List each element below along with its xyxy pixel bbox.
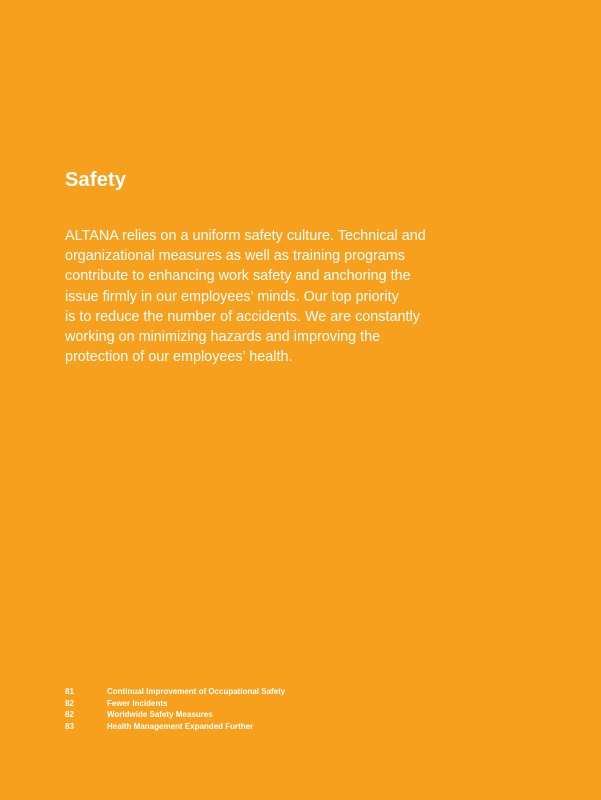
- toc-item[interactable]: [65, 709, 385, 721]
- page-title: Safety: [65, 169, 127, 191]
- toc-page-number: 81: [65, 687, 74, 696]
- intro-line: protection of our employees’ health.: [65, 349, 293, 366]
- intro-line: organizational measures as well as training programs: [65, 248, 405, 265]
- toc-item-label: Health Management Expanded Further: [107, 721, 254, 731]
- intro-line: ALTANA relies on a uniform safety culture. Technical and: [65, 228, 426, 244]
- intro-line: contribute to enhancing work safety and anchoring the: [65, 268, 411, 285]
- toc-item-label: Fewer Incidents: [107, 698, 168, 708]
- toc-item-label: Worldwide Safety Measures: [107, 710, 213, 720]
- toc-page-number: 83: [65, 721, 74, 731]
- table-of-contents: [65, 686, 385, 732]
- toc-item[interactable]: [65, 686, 385, 698]
- intro-line: working on minimizing hazards and improving the: [65, 329, 381, 346]
- intro-paragraph: [65, 226, 445, 367]
- toc-page-number: 82: [65, 698, 74, 708]
- toc-item-label: Continual Improvement of Occupational Safety: [107, 687, 286, 696]
- toc-item[interactable]: [65, 698, 385, 710]
- intro-line: issue firmly in our employees’ minds. Our top priority: [65, 288, 399, 305]
- toc-page-number: 82: [65, 710, 74, 720]
- toc-item[interactable]: [65, 721, 385, 733]
- intro-line: is to reduce the number of accidents. We are constantly: [65, 308, 420, 325]
